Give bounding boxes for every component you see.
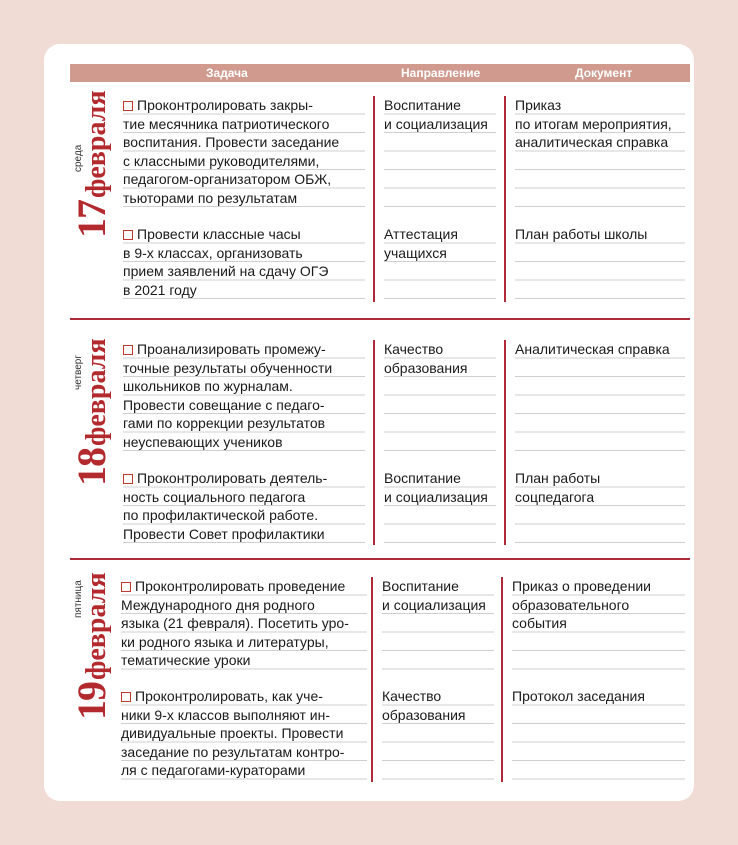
direction-cell: Воспитание и социализация	[384, 469, 496, 543]
direction-cell: Аттестация учащихся	[384, 225, 496, 299]
task-item: Проанализировать промежу- точные результаты обученности школьников по журналам. Провести совещание с педаго- гами по коррекции результатов неуспевающих учеников	[123, 340, 365, 451]
task-item: Проконтролировать закры- тие месячника патриотического воспитания. Провести заседание с классными руководителями, педагогом-организатором ОБЖ, тьюторами по результатам	[123, 96, 365, 207]
date-label	[68, 572, 115, 720]
document-cell: План работы соцпедагога	[515, 469, 685, 543]
checkbox-icon[interactable]	[123, 474, 133, 484]
header-task: Задача	[206, 66, 248, 80]
document-cell: Приказ о проведении образовательного события	[512, 577, 685, 670]
planner-card	[44, 44, 694, 801]
column-divider	[371, 577, 373, 782]
day-separator	[70, 558, 690, 560]
date-label	[68, 90, 115, 238]
checkbox-icon[interactable]	[123, 230, 133, 240]
header-direction: Направление	[401, 66, 481, 80]
task-item: Провести классные часы в 9-х классах, организовать прием заявлений на сдачу ОГЭ в 2021 году	[123, 225, 365, 299]
column-divider	[373, 96, 375, 302]
task-item: Проконтролировать проведение Международного дня родного языка (21 февраля). Посетить уро- ки родного языка и литературы, тематические уроки	[121, 577, 367, 670]
weekday-label: четверг	[73, 355, 84, 390]
column-divider	[373, 340, 375, 545]
weekday-label: среда	[73, 144, 84, 172]
date-month: февраля	[81, 338, 112, 446]
date-month: февраля	[81, 572, 112, 680]
column-divider	[504, 96, 506, 302]
document-cell: Протокол заседания	[512, 687, 685, 780]
checkbox-icon[interactable]	[123, 101, 133, 111]
direction-cell: Воспитание и социализация	[384, 96, 496, 207]
date-month: февраля	[81, 90, 112, 198]
direction-cell: Воспитание и социализация	[382, 577, 494, 670]
checkbox-icon[interactable]	[121, 582, 131, 592]
document-cell: Приказ по итогам мероприятия, аналитическая справка	[515, 96, 685, 207]
column-divider	[504, 340, 506, 545]
date-label	[68, 338, 115, 486]
document-cell: Аналитическая справка	[515, 340, 685, 451]
date-number: 17	[69, 200, 114, 238]
document-cell: План работы школы	[515, 225, 685, 299]
weekday-label: пятница	[73, 580, 84, 618]
task-item: Проконтролировать деятель- ность социального педагога по профилактической работе. Провести Совет профилактики	[123, 469, 365, 543]
checkbox-icon[interactable]	[121, 692, 131, 702]
task-item: Проконтролировать, как уче- ники 9-х классов выполняют ин- дивидуальные проекты. Провести заседание по результатам контро- ля с педагогами-кураторами	[121, 687, 367, 780]
direction-cell: Качество образования	[382, 687, 494, 780]
direction-cell: Качество образования	[384, 340, 496, 451]
date-number: 18	[69, 448, 114, 486]
date-number: 19	[69, 682, 114, 720]
checkbox-icon[interactable]	[123, 345, 133, 355]
table-header	[70, 64, 690, 82]
header-document: Документ	[575, 66, 633, 80]
column-divider	[501, 577, 503, 782]
day-separator	[70, 318, 690, 320]
